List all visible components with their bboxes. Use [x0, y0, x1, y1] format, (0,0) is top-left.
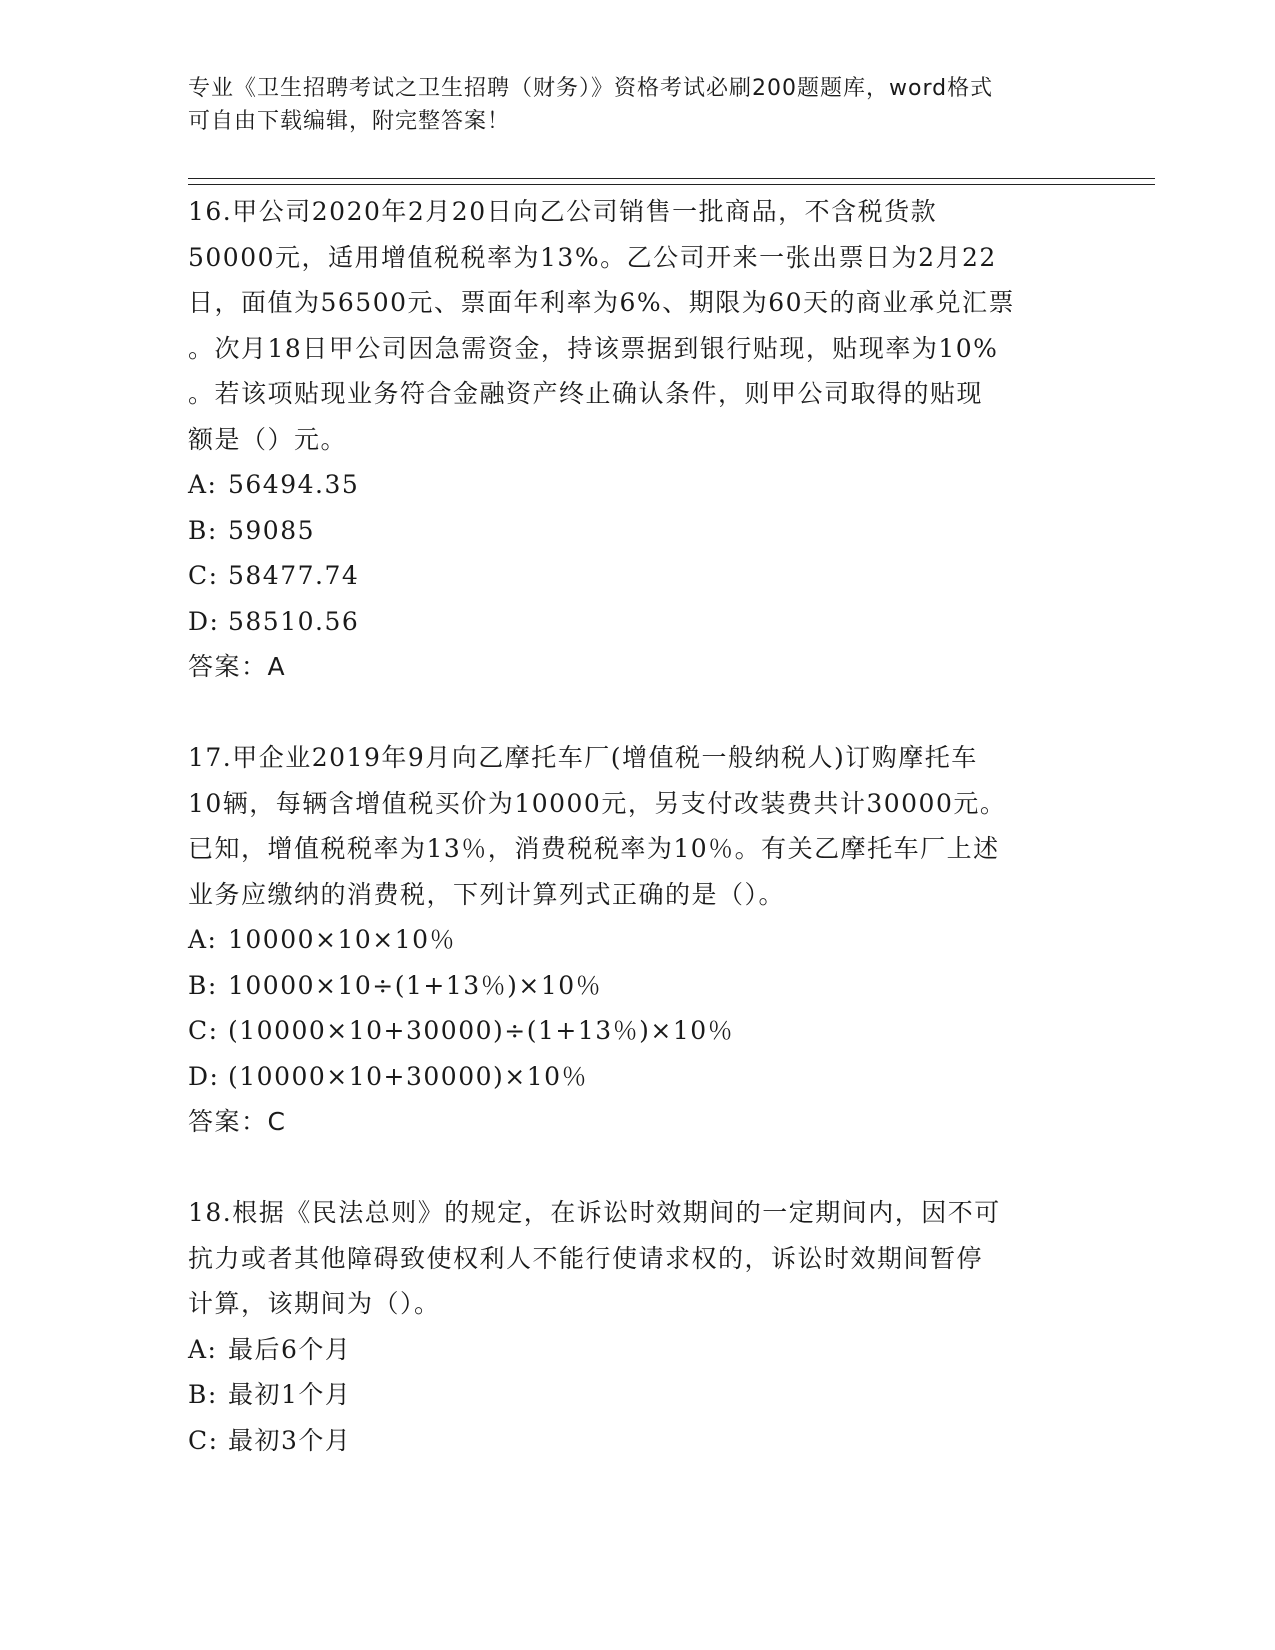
header-divider-top — [188, 178, 1155, 179]
option-c — [188, 1418, 1088, 1464]
option-letter: A: — [188, 925, 218, 954]
option-text: 最后6个月 — [228, 1334, 352, 1364]
header-line-1: 专业《卫生招聘考试之卫生招聘（财务）》资格考试必刷200题题库，word格式 — [188, 76, 994, 101]
option-b — [188, 1372, 1088, 1418]
question-text-line: 抗力或者其他障碍致使权利人不能行使请求权的，诉讼时效期间暂停 — [188, 1243, 984, 1273]
answer-line: 答案：C — [188, 1107, 287, 1136]
option-c — [188, 1008, 1088, 1054]
option-text: 58510.56 — [228, 606, 360, 636]
option-letter: C: — [188, 1425, 219, 1455]
question-text-line: 计算，该期间为（）。 — [188, 1289, 441, 1318]
question-text-line: 额是（）元。 — [188, 424, 348, 454]
option-a — [188, 917, 1088, 963]
option-letter: D: — [188, 1061, 220, 1091]
question-text-line: 已知，增值税税率为13％，消费税税率为10％。有关乙摩托车厂上述 — [188, 834, 1000, 863]
question-text-line: 。若该项贴现业务符合金融资产终止确认条件，则甲公司取得的贴现 — [188, 379, 984, 408]
option-text: 10000×10×10％ — [228, 925, 457, 954]
option-letter: B: — [188, 1380, 218, 1409]
option-letter: D: — [188, 606, 220, 636]
question-18 — [188, 1190, 1088, 1463]
question-17 — [188, 735, 1088, 1145]
option-text: 最初3个月 — [228, 1425, 352, 1455]
question-text-line: 。次月18日甲公司因急需资金，持该票据到银行贴现，贴现率为10% — [188, 333, 999, 363]
option-letter: A: — [188, 1334, 218, 1364]
answer-line: 答案：A — [188, 652, 287, 681]
header-divider-bottom — [188, 184, 1155, 185]
option-c — [188, 553, 1088, 599]
question-text-line: 18.根据《民法总则》的规定，在诉讼时效期间的一定期间内，因不可 — [188, 1198, 1001, 1227]
option-d — [188, 599, 1088, 645]
option-letter: C: — [188, 1016, 219, 1045]
option-letter: C: — [188, 561, 219, 590]
option-text: 10000×10÷(1+13％)×10％ — [228, 970, 603, 1000]
question-text-line: 业务应缴纳的消费税，下列计算列式正确的是（）。 — [188, 879, 786, 909]
option-a — [188, 462, 1088, 508]
question-text-line: 10辆，每辆含增值税买价为10000元，另支付改装费共计30000元。 — [188, 788, 1007, 818]
option-letter: A: — [188, 470, 218, 499]
option-b — [188, 508, 1088, 554]
option-b — [188, 963, 1088, 1009]
option-text: 最初1个月 — [228, 1380, 352, 1409]
question-text-line: 16.甲公司2020年2月20日向乙公司销售一批商品，不含税货款 — [188, 197, 938, 226]
question-text-line: 日，面值为56500元、票面年利率为6%、期限为60天的商业承兑汇票 — [188, 288, 1016, 317]
document-header — [188, 72, 1068, 138]
question-16 — [188, 189, 1088, 690]
option-text: (10000×10+30000)×10％ — [228, 1061, 589, 1091]
header-line-2: 可自由下载编辑，附完整答案！ — [188, 109, 511, 134]
option-text: (10000×10+30000)÷(1+13％)×10％ — [228, 1016, 735, 1045]
option-letter: B: — [188, 970, 218, 1000]
option-a — [188, 1327, 1088, 1373]
option-text: 58477.74 — [228, 561, 360, 590]
option-text: 56494.35 — [228, 470, 360, 499]
option-text: 59085 — [228, 515, 316, 545]
question-text-line: 17.甲企业2019年9月向乙摩托车厂(增值税一般纳税人)订购摩托车 — [188, 743, 978, 772]
option-d — [188, 1054, 1088, 1100]
option-letter: B: — [188, 515, 218, 545]
question-text-line: 50000元，适用增值税税率为13%。乙公司开来一张出票日为2月22 — [188, 242, 997, 272]
